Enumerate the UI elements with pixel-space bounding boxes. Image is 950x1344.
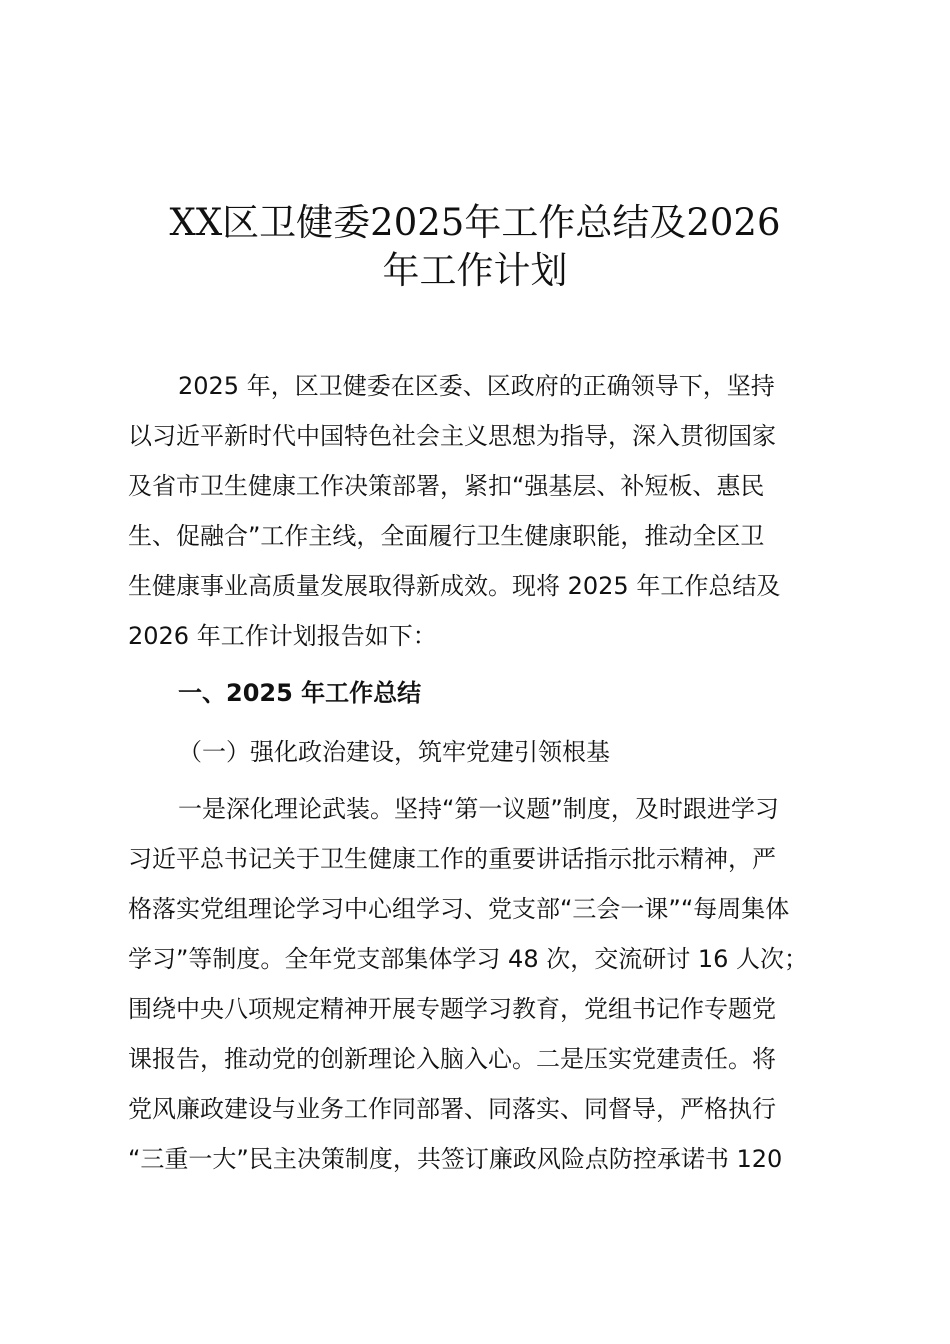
title-line-2: 年工作计划 bbox=[382, 249, 568, 292]
body-line: 格落实党组理论学习中心组学习、党支部“三会一课”“每周集体 bbox=[128, 895, 790, 923]
document-title bbox=[128, 199, 822, 295]
body-line: 一是深化理论武装。坚持“第一议题”制度，及时跟进学习 bbox=[178, 795, 779, 823]
section-heading: 一、2025 年工作总结 bbox=[178, 679, 422, 707]
intro-line: 以习近平新时代中国特色社会主义思想为指导，深入贯彻国家 bbox=[128, 422, 776, 450]
body-line: “三重一大”民主决策制度，共签订廉政风险点防控承诺书 120 bbox=[128, 1145, 783, 1173]
intro-line: 及省市卫生健康工作决策部署，紧扣“强基层、补短板、惠民 bbox=[128, 472, 765, 500]
intro-line: 2026 年工作计划报告如下： bbox=[128, 622, 437, 650]
body-line: 课报告，推动党的创新理论入脑入心。二是压实党建责任。将 bbox=[128, 1045, 776, 1073]
body-line: 围绕中央八项规定精神开展专题学习教育，党组书记作专题党 bbox=[128, 995, 776, 1023]
intro-line: 生、促融合”工作主线，全面履行卫生健康职能，推动全区卫 bbox=[128, 522, 765, 550]
intro-line: 生健康事业高质量发展取得新成效。现将 2025 年工作总结及 bbox=[128, 572, 781, 600]
body-line: 习近平总书记关于卫生健康工作的重要讲话指示批示精神，严 bbox=[128, 845, 776, 873]
body-line: 党风廉政建设与业务工作同部署、同落实、同督导，严格执行 bbox=[128, 1095, 776, 1123]
intro-line: 2025 年，区卫健委在区委、区政府的正确领导下，坚持 bbox=[178, 372, 775, 400]
subsection-heading: （一）强化政治建设，筑牢党建引领根基 bbox=[178, 738, 610, 766]
title-line-1: XX区卫健委2025年工作总结及2026 bbox=[169, 201, 781, 244]
body-line: 学习”等制度。全年党支部集体学习 48 次，交流研讨 16 人次； bbox=[128, 945, 809, 973]
